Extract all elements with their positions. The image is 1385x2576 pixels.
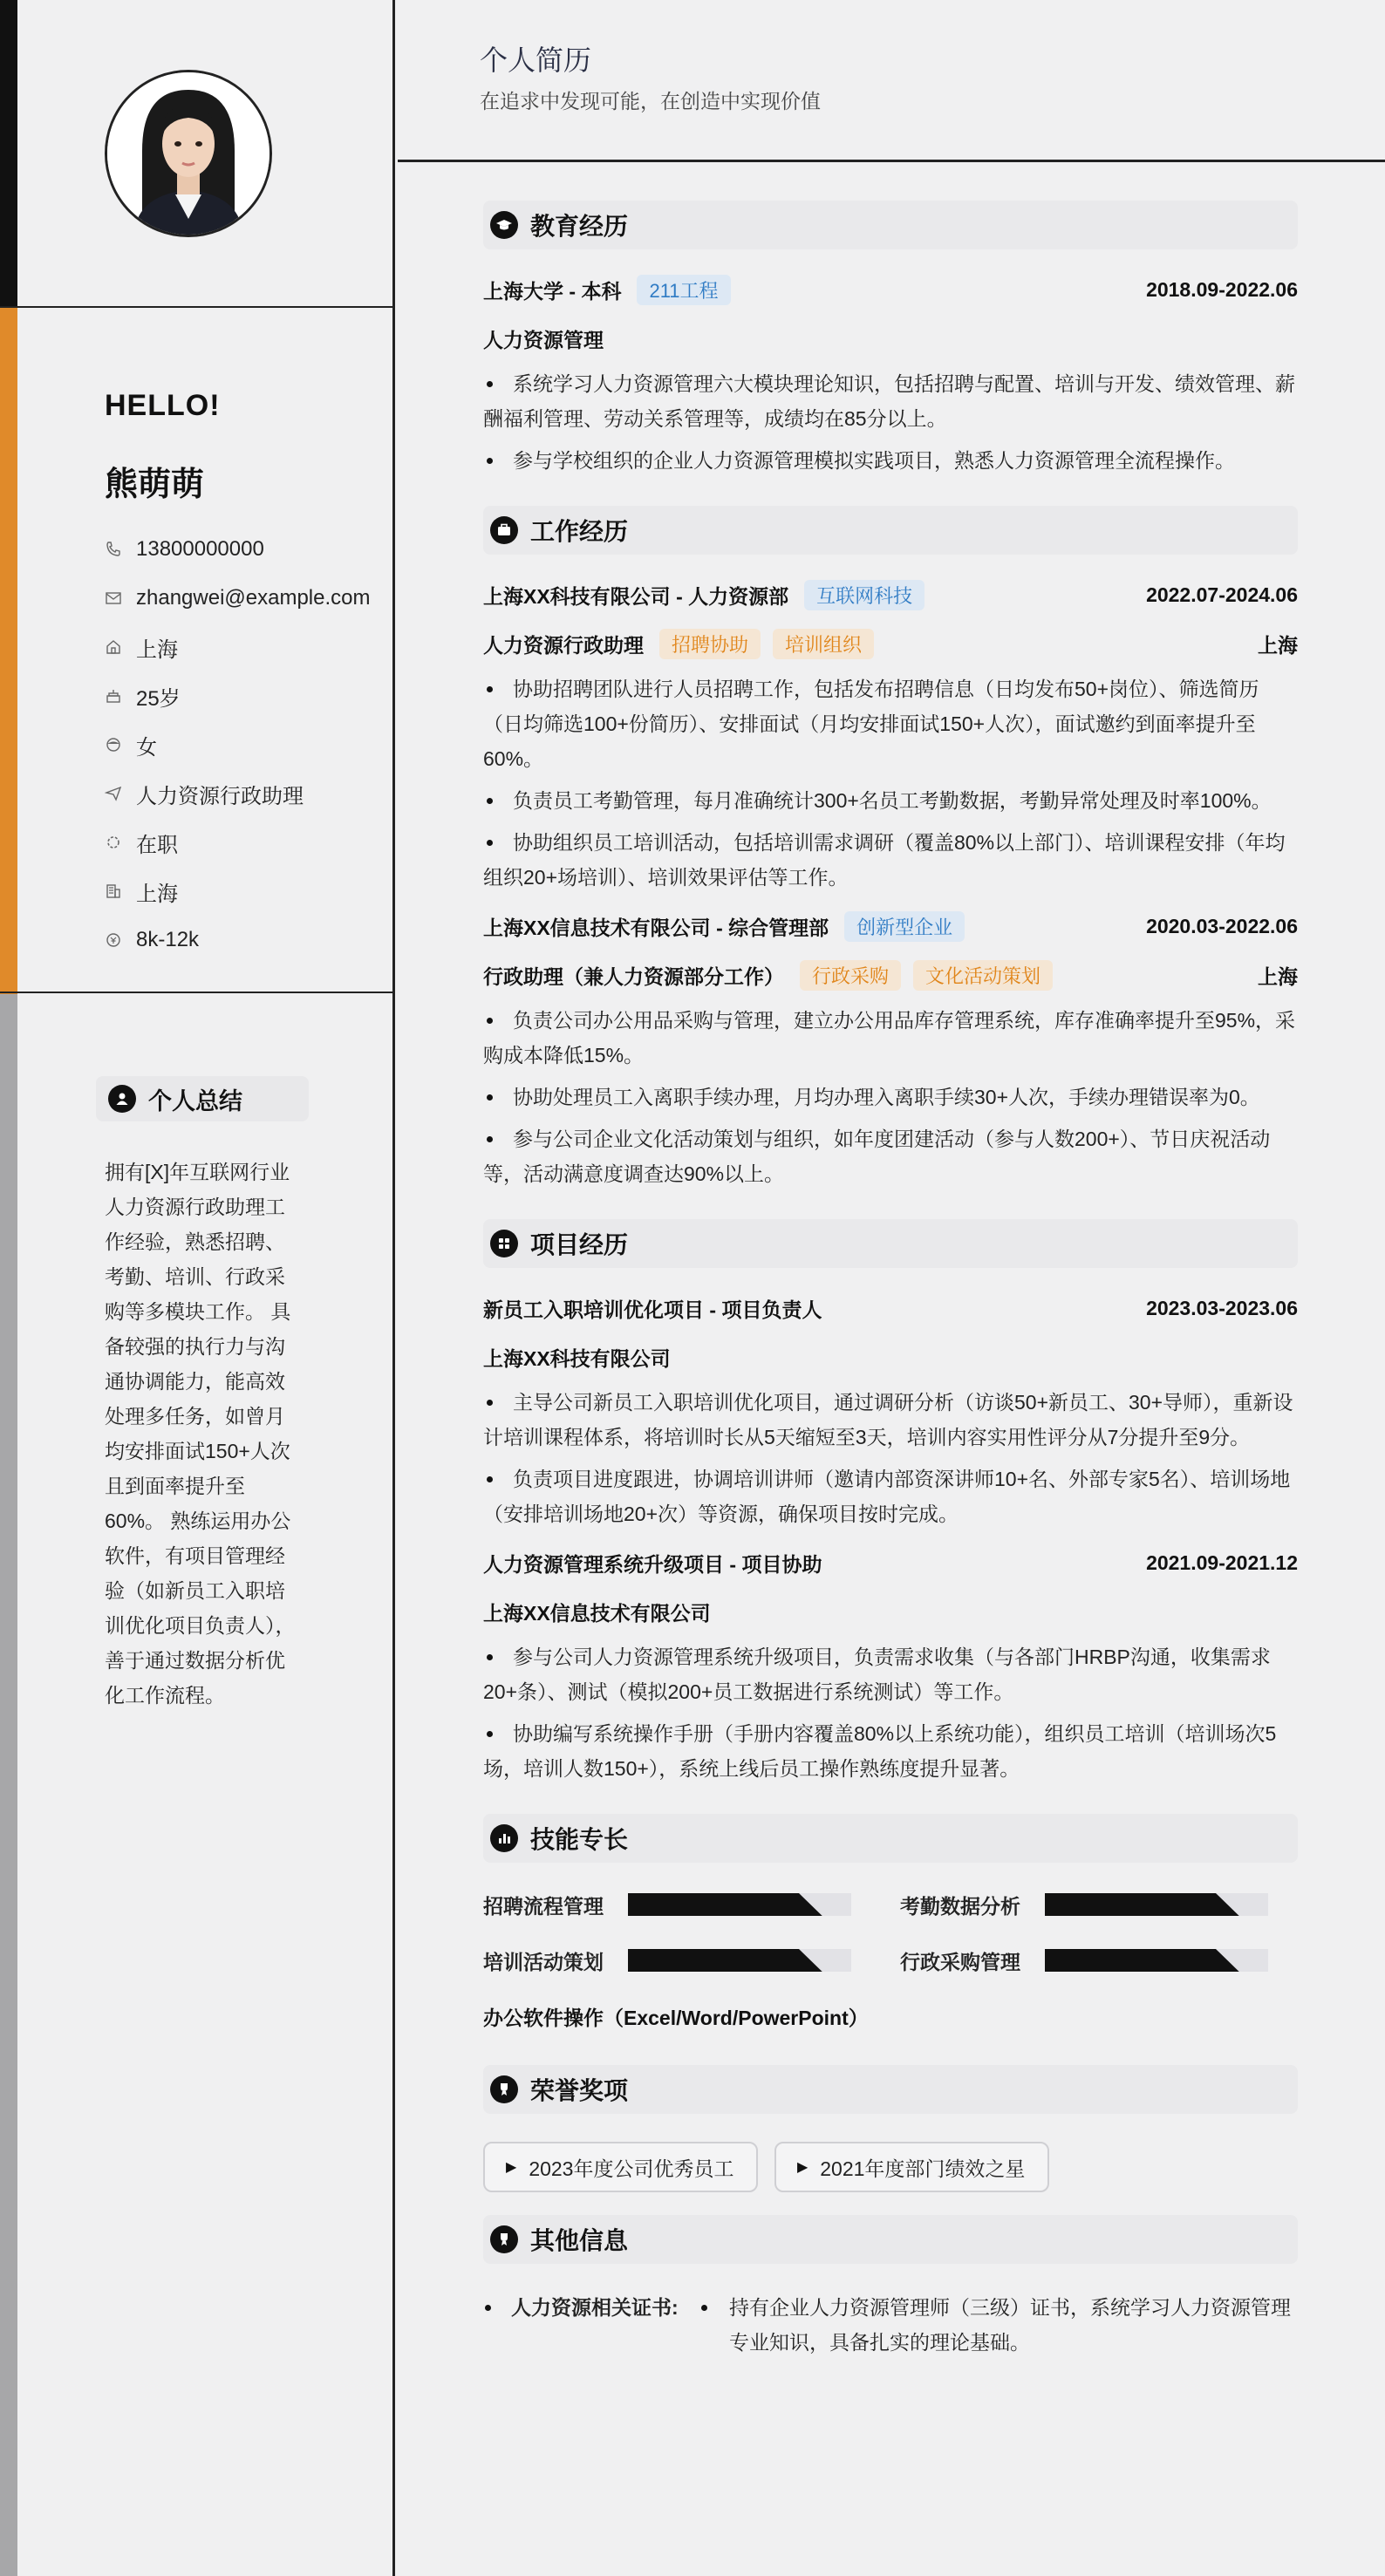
project-org-row	[483, 1587, 1298, 1636]
hello-heading: HELLO!	[105, 389, 221, 422]
skill-bar-fill	[1045, 1949, 1239, 1972]
info-gender-text: 女	[136, 735, 157, 760]
job-period: 2022.07-2024.06	[1146, 583, 1298, 606]
skill-name: 培训活动策划	[483, 1950, 604, 1973]
skill-item	[483, 1938, 900, 1983]
grid-icon	[490, 1230, 518, 1257]
play-triangle-icon: ▶	[796, 2160, 808, 2175]
other-info-value: 持有企业人力资源管理师（三级）证书，系统学习人力资源管理专业知识，具备扎实的理论基础。	[698, 2290, 1298, 2360]
skill-bar-fill	[1045, 1893, 1239, 1916]
job-company-tag: 互联网科技	[804, 580, 924, 610]
skill-item	[900, 1882, 1298, 1927]
skill-name: 行政采购管理	[900, 1950, 1020, 1973]
info-icon	[490, 2225, 518, 2253]
other-title-text: 其他信息	[530, 2227, 629, 2254]
award-item	[483, 2142, 758, 2192]
awards-section-title	[483, 2065, 1298, 2114]
sidebar-stripe-black	[0, 0, 17, 307]
contact-info-list	[105, 525, 371, 964]
education-school-row	[483, 265, 1298, 314]
job-role-tag: 培训组织	[773, 629, 874, 659]
info-status	[105, 818, 371, 867]
list-item: 协助组织员工培训活动，包括培训需求调研（覆盖80%以上部门）、培训课程安排（年均组织20+场培训）、培训效果评估等工作。	[483, 825, 1298, 895]
skill-bar-fill	[628, 1949, 822, 1972]
job-role-tag: 行政采购	[800, 960, 901, 991]
info-age	[105, 671, 371, 720]
page-header	[398, 0, 1385, 162]
sidebar-stripe-gray	[0, 994, 17, 2576]
education-title-text: 教育经历	[530, 213, 629, 240]
sidebar	[0, 0, 395, 2576]
info-age-text: 25岁	[136, 686, 181, 711]
education-section-title	[483, 201, 1298, 249]
project-org: 上海XX信息技术有限公司	[483, 1601, 711, 1625]
avatar	[105, 70, 272, 237]
skill-name: 招聘流程管理	[483, 1894, 604, 1918]
graduation-cap-icon	[490, 211, 518, 239]
job-role-row	[483, 619, 1298, 668]
education-tag: 211工程	[637, 275, 730, 305]
list-item: 协助招聘团队进行人员招聘工作，包括发布招聘信息（日均发布50+岗位）、筛选简历（日均筛选100+份简历）、安排面试（月均安排面试150+人次），面试邀约到面率提升至60%。	[483, 671, 1298, 776]
info-address	[105, 623, 371, 671]
list-item: 协助编写系统操作手册（手册内容覆盖80%以上系统功能），组织员工培训（培训场次5场，培训人数150+），系统上线后员工操作熟练度提升显著。	[483, 1716, 1298, 1786]
education-period: 2018.09-2022.06	[1146, 277, 1298, 301]
job-company-tag: 创新型企业	[844, 911, 965, 942]
work-title-text: 工作经历	[530, 518, 629, 545]
job-company: 上海XX科技有限公司 - 人力资源部	[483, 584, 789, 608]
bar-chart-icon	[490, 1824, 518, 1852]
project-org-row	[483, 1332, 1298, 1381]
skill-bar	[628, 1949, 851, 1972]
job-role-row	[483, 951, 1298, 999]
list-item: 参与学校组织的企业人力资源管理模拟实践项目，熟悉人力资源管理全流程操作。	[483, 443, 1298, 478]
info-status-text: 在职	[136, 833, 178, 857]
award-text: 2023年度公司优秀员工	[529, 2157, 734, 2180]
phone-icon	[105, 541, 136, 558]
education-major-row	[483, 314, 1298, 363]
skills-extra-row	[483, 1992, 1298, 2041]
projects-title-text: 项目经历	[530, 1231, 629, 1258]
project-bullets	[483, 1385, 1298, 1531]
profile-name: 熊萌萌	[105, 467, 205, 503]
job-location: 上海	[1258, 633, 1298, 657]
info-address-text: 上海	[136, 637, 178, 662]
skill-bar-fill	[628, 1893, 822, 1916]
project-name-row	[483, 1284, 1298, 1332]
list-item: 负责项目进度跟进，协调培训讲师（邀请内部资深讲师10+名、外部专家5名）、培训场地（安排培训场地20+次）等资源，确保项目按时完成。	[483, 1462, 1298, 1531]
sidebar-divider	[0, 992, 395, 993]
skill-bar	[628, 1893, 851, 1916]
project-name-row	[483, 1538, 1298, 1587]
other-info-key: 人力资源相关证书:	[483, 2290, 698, 2360]
salary-icon	[105, 931, 136, 949]
project-name: 新员工入职培训优化项目 - 项目负责人	[483, 1298, 822, 1321]
job-location: 上海	[1258, 964, 1298, 988]
summary-text: 拥有[X]年互联网行业人力资源行政助理工作经验，熟悉招聘、考勤、培训、行政采购等多模块工作。 具备较强的执行力与沟通协调能力，能高效处理多任务，如曾月均安排面试150+人次且到面率提升至60%。 熟练运用办公软件，有项目管理经验（如新员工入职培训优化项目负责人），善于通过数据分析优化工作流程。	[105, 1161, 296, 1707]
skill-name: 考勤数据分析	[900, 1894, 1020, 1918]
info-gender	[105, 720, 371, 769]
list-item: 参与公司企业文化活动策划与组织，如年度团建活动（参与人数200+）、节日庆祝活动等，活动满意度调查达90%以上。	[483, 1121, 1298, 1191]
list-item: 主导公司新员工入职培训优化项目，通过调研分析（访谈50+新员工、30+导师），重新设计培训课程体系，将培训时长从5天缩短至3天，培训内容实用性评分从7分提升至9分。	[483, 1385, 1298, 1455]
summary-section-title	[96, 1076, 309, 1121]
building-icon	[105, 883, 136, 900]
sidebar-divider	[0, 306, 395, 308]
info-position	[105, 769, 371, 818]
list-item: 系统学习人力资源管理六大模块理论知识，包括招聘与配置、培训与开发、绩效管理、薪酬福利管理、劳动关系管理等，成绩均在85分以上。	[483, 366, 1298, 436]
user-icon	[108, 1085, 136, 1113]
info-email-text: zhangwei@example.com	[136, 586, 371, 610]
list-item: 协助处理员工入离职手续办理，月均办理入离职手续30+人次，手续办理错误率为0。	[483, 1080, 1298, 1114]
project-period: 2021.09-2021.12	[1146, 1550, 1298, 1574]
education-bullets	[483, 366, 1298, 478]
gender-icon	[105, 736, 136, 753]
skills-extra: 办公软件操作（Excel/Word/PowerPoint）	[483, 2006, 869, 2029]
job-role-tag: 文化活动策划	[913, 960, 1053, 991]
info-phone	[105, 525, 371, 574]
info-salary	[105, 916, 371, 964]
projects-section-title	[483, 1219, 1298, 1268]
other-info-row	[483, 2290, 1298, 2360]
education-major: 人力资源管理	[483, 328, 604, 351]
award-icon	[490, 2075, 518, 2103]
job-company-row	[483, 570, 1298, 619]
skill-bar	[1045, 1893, 1268, 1916]
info-salary-text: 8k-12k	[136, 928, 200, 951]
summary-title-text: 个人总结	[148, 1087, 242, 1114]
job-role-tag: 招聘协助	[659, 629, 761, 659]
job-role: 人力资源行政助理	[483, 633, 644, 657]
info-phone-text: 13800000000	[136, 537, 264, 561]
job-role: 行政助理（兼人力资源部分工作）	[483, 964, 784, 988]
skills-title-text: 技能专长	[530, 1826, 629, 1853]
page-subtitle: 在追求中发现可能，在创造中实现价值	[480, 90, 821, 112]
job-bullets	[483, 1003, 1298, 1191]
mail-icon	[105, 589, 136, 607]
award-text: 2021年度部门绩效之星	[820, 2157, 1026, 2180]
info-city-text: 上海	[136, 882, 178, 906]
project-period: 2023.03-2023.06	[1146, 1296, 1298, 1319]
info-email	[105, 574, 371, 623]
send-icon	[105, 785, 136, 802]
sidebar-stripe-orange	[0, 307, 17, 994]
education-school: 上海大学 - 本科	[483, 279, 622, 303]
info-position-text: 人力资源行政助理	[136, 784, 304, 808]
other-section-title	[483, 2215, 1298, 2264]
job-company: 上海XX信息技术有限公司 - 综合管理部	[483, 916, 829, 939]
home-icon	[105, 638, 136, 656]
awards-title-text: 荣誉奖项	[530, 2077, 629, 2104]
page-title: 个人简历	[480, 44, 592, 76]
briefcase-icon	[490, 516, 518, 544]
awards-list	[483, 2142, 1298, 2192]
job-period: 2020.03-2022.06	[1146, 914, 1298, 937]
skill-item	[483, 1882, 900, 1927]
play-triangle-icon: ▶	[506, 2160, 517, 2175]
skill-item	[900, 1938, 1298, 1983]
job-bullets	[483, 671, 1298, 895]
work-section-title	[483, 506, 1298, 555]
list-item: 参与公司人力资源管理系统升级项目，负责需求收集（与各部门HRBP沟通，收集需求20+条）、测试（模拟200+员工数据进行系统测试）等工作。	[483, 1639, 1298, 1709]
main-content	[483, 201, 1298, 2360]
project-name: 人力资源管理系统升级项目 - 项目协助	[483, 1552, 822, 1576]
skills-section-title	[483, 1814, 1298, 1863]
award-item	[774, 2142, 1049, 2192]
avatar-portrait-icon	[107, 72, 269, 235]
job-company-row	[483, 902, 1298, 951]
cake-icon	[105, 687, 136, 705]
list-item: 负责公司办公用品采购与管理，建立办公用品库存管理系统，库存准确率提升至95%，采购成本降低15%。	[483, 1003, 1298, 1073]
list-item: 负责员工考勤管理，每月准确统计300+名员工考勤数据，考勤异常处理及时率100%。	[483, 783, 1298, 818]
project-bullets	[483, 1639, 1298, 1786]
skill-bar	[1045, 1949, 1268, 1972]
status-icon	[105, 834, 136, 851]
project-org: 上海XX科技有限公司	[483, 1346, 671, 1370]
skills-grid	[483, 1882, 1298, 1983]
info-city	[105, 867, 371, 916]
